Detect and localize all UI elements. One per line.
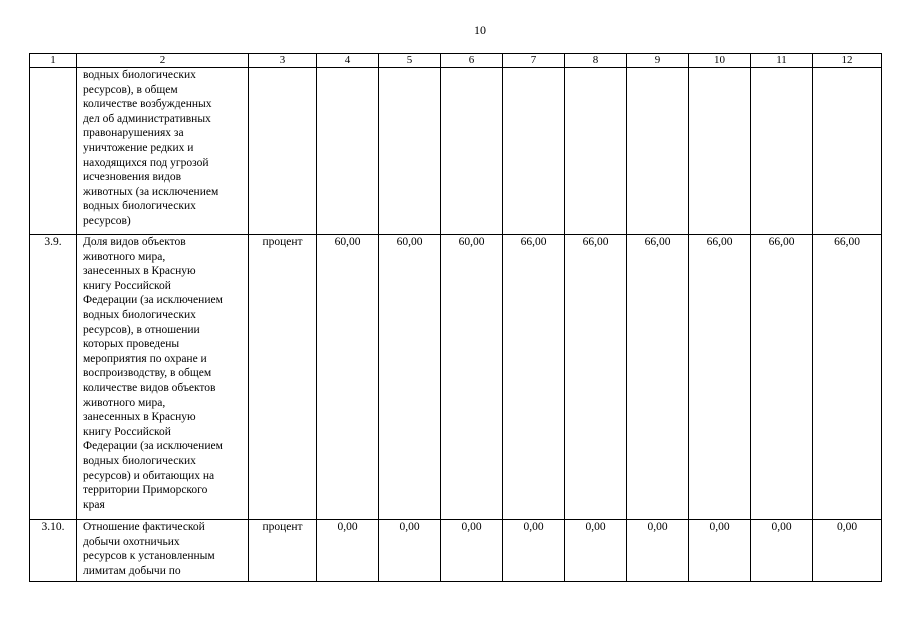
header-cell: 7 — [503, 54, 565, 68]
value-cell: 60,00 — [379, 235, 441, 520]
table-row — [30, 68, 882, 235]
header-cell: 5 — [379, 54, 441, 68]
value-cell: 0,00 — [565, 520, 627, 582]
header-cell: 10 — [689, 54, 751, 68]
unit-cell: процент — [249, 520, 317, 582]
value-cell — [317, 68, 379, 235]
header-cell: 1 — [30, 54, 77, 68]
header-row — [30, 54, 882, 68]
value-cell: 66,00 — [689, 235, 751, 520]
value-cell: 66,00 — [751, 235, 813, 520]
table-row — [30, 235, 882, 520]
value-cell: 66,00 — [565, 235, 627, 520]
header-cell: 2 — [77, 54, 249, 68]
value-cell: 0,00 — [751, 520, 813, 582]
value-cell: 0,00 — [627, 520, 689, 582]
row-number: 3.10. — [30, 520, 77, 582]
value-cell — [751, 68, 813, 235]
header-cell: 4 — [317, 54, 379, 68]
row-number — [30, 68, 77, 235]
value-cell: 66,00 — [503, 235, 565, 520]
page-number: 10 — [474, 23, 486, 37]
value-cell: 0,00 — [689, 520, 751, 582]
value-cell — [503, 68, 565, 235]
indicator-name: Отношение фактической добычи охотничьих ресурсов к установленным лимитам добычи по — [77, 520, 249, 582]
header-cell: 6 — [441, 54, 503, 68]
value-cell: 66,00 — [813, 235, 882, 520]
value-cell — [441, 68, 503, 235]
indicator-name: водных биологических ресурсов), в общем количестве возбужденных дел об административных правонарушениях за уничтожение редких и находящихся под угрозой исчезновения видов животных (за исключением водных биологических ресурсов) — [77, 68, 249, 235]
value-cell: 0,00 — [317, 520, 379, 582]
value-cell: 0,00 — [441, 520, 503, 582]
value-cell: 0,00 — [813, 520, 882, 582]
value-cell — [627, 68, 689, 235]
header-cell: 3 — [249, 54, 317, 68]
value-cell: 60,00 — [317, 235, 379, 520]
value-cell: 66,00 — [627, 235, 689, 520]
indicator-name: Доля видов объектов животного мира, занесенных в Красную книгу Российской Федерации (за исключением водных биологических ресурсов), в отношении которых проведены мероприятия по охране и воспроизводству, в общем количестве видов объектов животного мира, занесенных в Красную книгу Российской Федерации (за исключением водных биологических ресурсов) и обитающих на территории Приморского края — [77, 235, 249, 520]
value-cell: 0,00 — [503, 520, 565, 582]
row-number: 3.9. — [30, 235, 77, 520]
value-cell — [689, 68, 751, 235]
unit-cell: процент — [249, 235, 317, 520]
header-cell: 8 — [565, 54, 627, 68]
unit-cell — [249, 68, 317, 235]
header-cell: 12 — [813, 54, 882, 68]
value-cell: 0,00 — [379, 520, 441, 582]
value-cell — [813, 68, 882, 235]
value-cell — [565, 68, 627, 235]
value-cell — [379, 68, 441, 235]
header-cell: 11 — [751, 54, 813, 68]
indicator-table — [29, 53, 882, 582]
header-cell: 9 — [627, 54, 689, 68]
table-row — [30, 520, 882, 582]
value-cell: 60,00 — [441, 235, 503, 520]
